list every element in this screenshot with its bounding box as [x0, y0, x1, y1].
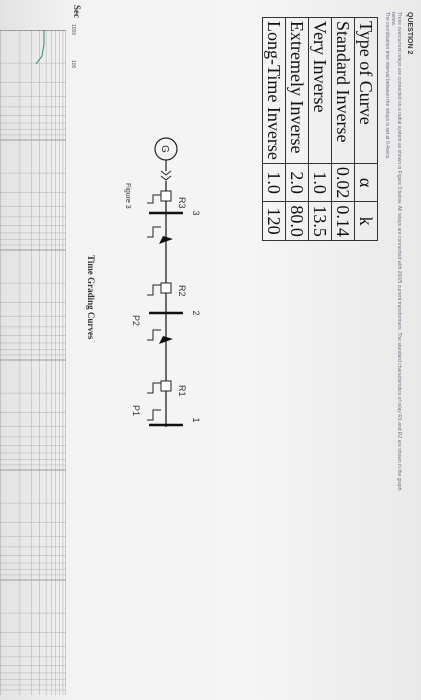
table-cell: Extremely Inverse [286, 18, 309, 164]
time-grading-graph [0, 30, 66, 695]
graph-title: Time Grading Curves [86, 255, 96, 340]
table-cell: 120 [263, 202, 286, 241]
table-cell: 2.0 [286, 163, 309, 202]
y-tick-label: 100 [70, 60, 76, 69]
curve-constants-table [262, 17, 378, 241]
question-intro-line-1: Three overcurrent relays are connected on a radial system as shown in Figure 3 below. All relays are connected with 200/5 current transformers. The standard characteristics of relay R1 and R2 are shown in the graph [396, 12, 402, 491]
table-header-row [355, 18, 378, 241]
radial-system-diagram [106, 135, 231, 435]
question-intro-line-2: below. [390, 12, 396, 27]
circuit-breaker-icon [161, 283, 171, 293]
table-row [286, 18, 309, 241]
circuit-breaker-icon [161, 191, 171, 201]
transformer-symbol [161, 171, 171, 180]
generator-label: G [159, 145, 170, 153]
table-row [309, 18, 332, 241]
relay-connection [147, 227, 161, 237]
table-cell: 80.0 [286, 202, 309, 241]
table-cell: 0.02 [332, 163, 355, 202]
table-header: k [355, 202, 378, 241]
table-cell: Long-Time Inverse [263, 18, 286, 164]
grading-curve [36, 30, 44, 64]
table-cell: Standard Inverse [332, 18, 355, 164]
relay-connection [147, 330, 161, 340]
bus-label: 2 [191, 310, 201, 316]
relay-connection [147, 195, 161, 203]
relay-label: R3 [177, 197, 187, 209]
graph-grid [0, 30, 66, 695]
relay-connection [147, 285, 161, 295]
question-title: QUESTION 2 [406, 12, 413, 55]
graph-y-axis-label: Sec [72, 5, 82, 18]
question-intro-line-3: The coordination time interval between the relays is set at 0.4secs. [384, 12, 390, 160]
table-cell: Very Inverse [309, 18, 332, 164]
relay-connection [147, 383, 161, 393]
figure-caption: Figure 3 [124, 183, 131, 209]
circuit-breaker-icon [161, 381, 171, 391]
relay-label: R1 [177, 385, 187, 397]
table-header: α [355, 163, 378, 202]
y-tick-label: 1000 [70, 24, 76, 36]
breaker-label: P1 [131, 405, 141, 417]
table-row [332, 18, 355, 241]
relay-connection [147, 410, 161, 420]
table-cell: 13.5 [309, 202, 332, 241]
bus-label: 3 [191, 210, 201, 216]
table-row [263, 18, 286, 241]
table-cell: 0.14 [332, 202, 355, 241]
table-cell: 1.0 [263, 163, 286, 202]
breaker-label: P2 [131, 315, 141, 327]
bus-label: 1 [191, 417, 201, 423]
relay-label: R2 [177, 285, 187, 297]
table-cell: 1.0 [309, 163, 332, 202]
table-header: Type of Curve [355, 18, 378, 164]
